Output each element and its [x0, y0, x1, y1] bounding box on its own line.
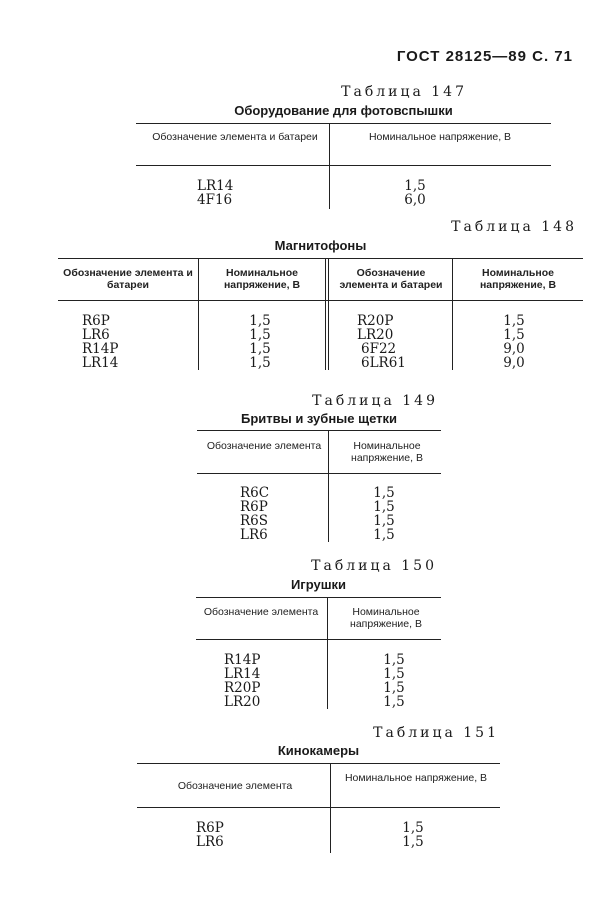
element-cell: LR14 — [197, 178, 234, 194]
element-cell: 4F16 — [197, 192, 233, 208]
table-149-elements — [240, 486, 269, 542]
table-147-head-divider — [329, 123, 330, 165]
voltage-cell: 1,5 — [373, 485, 395, 501]
voltage-cell: 1,5 — [383, 680, 405, 696]
table-148-col2-header: Номинальное напряжение, В — [223, 267, 301, 291]
voltage-cell: 9,0 — [503, 355, 525, 371]
table-149-title: Бритвы и зубные щетки — [240, 411, 398, 426]
element-cell: R6C — [240, 485, 270, 501]
table-151-col1-header: Обозначение элемента — [177, 780, 293, 792]
table-147-col2-header: Номинальное напряжение, В — [368, 131, 512, 143]
element-cell: R14P — [82, 341, 119, 357]
voltage-cell: 1,5 — [383, 694, 405, 710]
voltage-cell: 1,5 — [503, 327, 525, 343]
table-150-divider — [327, 597, 328, 709]
table-151-voltages — [393, 821, 433, 849]
page-header: ГОСТ 28125—89 С. 71 — [396, 48, 573, 65]
table-148-header-rule — [58, 300, 583, 301]
table-148-col4-header: Номинальное напряжение, В — [479, 267, 557, 291]
voltage-cell: 1,5 — [383, 666, 405, 682]
table-148-elements-left — [82, 314, 118, 370]
element-cell: LR20 — [224, 694, 261, 710]
voltage-cell: 1,5 — [373, 499, 395, 515]
voltage-cell: 1,5 — [249, 327, 271, 343]
table-149-col1-header: Обозначение элемента — [206, 440, 322, 452]
table-148-divider-2b — [328, 258, 329, 370]
table-150-col2-header: Номинальное напряжение, В — [350, 606, 422, 630]
element-cell: R6P — [196, 820, 224, 836]
table-148-divider-3 — [452, 258, 453, 370]
table-148-voltages-right — [494, 314, 534, 370]
element-cell: LR6 — [240, 527, 268, 543]
table-151-col2-header: Номинальное напряжение, В — [344, 772, 488, 784]
voltage-cell: 1,5 — [249, 355, 271, 371]
table-148-number: Таблица 148 — [451, 219, 577, 235]
table-150-col1-header: Обозначение элемента — [203, 606, 319, 618]
table-147-elements — [197, 179, 233, 207]
voltage-cell: 1,5 — [503, 313, 525, 329]
table-150-elements — [224, 653, 260, 709]
element-cell: 6F22 — [361, 341, 397, 357]
element-cell: R6S — [240, 513, 269, 529]
table-151-divider — [330, 763, 331, 853]
element-cell: LR6 — [82, 327, 110, 343]
table-148-voltages-left — [240, 314, 280, 370]
table-148-divider-2a — [325, 258, 326, 370]
table-148-col3-header: Обозначение элемента и батареи — [339, 267, 443, 291]
voltage-cell: 1,5 — [402, 834, 424, 850]
table-148-title: Магнитофоны — [274, 238, 367, 253]
voltage-cell: 1,5 — [404, 178, 426, 194]
table-149-voltages — [364, 486, 404, 542]
element-cell: LR6 — [196, 834, 224, 850]
table-151-header-rule — [137, 807, 500, 808]
table-148-divider-1 — [198, 258, 199, 370]
element-cell: 6LR61 — [361, 355, 406, 371]
table-147-title: Оборудование для фотовспышки — [234, 103, 453, 118]
voltage-cell: 1,5 — [373, 513, 395, 529]
table-148-top-rule — [58, 258, 583, 259]
table-151-top-rule — [137, 763, 500, 764]
table-150-header-rule — [196, 639, 441, 640]
table-148-elements-right — [357, 314, 406, 370]
table-147-top-rule — [136, 123, 551, 124]
table-147-header-rule — [136, 165, 551, 166]
table-149-number: Таблица 149 — [312, 393, 438, 409]
element-cell: R6P — [82, 313, 110, 329]
table-149-col2-header: Номинальное напряжение, В — [351, 440, 423, 464]
table-147-body-divider — [329, 165, 330, 209]
voltage-cell: 6,0 — [404, 192, 426, 208]
element-cell: R6P — [240, 499, 268, 515]
element-cell: LR20 — [357, 327, 394, 343]
voltage-cell: 1,5 — [383, 652, 405, 668]
voltage-cell: 9,0 — [503, 341, 525, 357]
table-151-number: Таблица 151 — [373, 725, 499, 741]
table-147-col1-header: Обозначение элемента и батареи — [152, 131, 318, 143]
element-cell: R20P — [357, 313, 394, 329]
element-cell: R20P — [224, 680, 261, 696]
table-147-number: Таблица 147 — [341, 84, 467, 100]
table-148-col1-header: Обозначение элемента и батареи — [63, 267, 193, 291]
table-147-voltages — [395, 179, 435, 207]
table-149-divider — [328, 430, 329, 542]
table-150-title: Игрушки — [290, 577, 347, 592]
table-149-header-rule — [197, 473, 441, 474]
voltage-cell: 1,5 — [402, 820, 424, 836]
element-cell: LR14 — [224, 666, 261, 682]
voltage-cell: 1,5 — [249, 313, 271, 329]
table-150-number: Таблица 150 — [311, 558, 437, 574]
element-cell: R14P — [224, 652, 261, 668]
voltage-cell: 1,5 — [373, 527, 395, 543]
table-149-top-rule — [197, 430, 441, 431]
element-cell: LR14 — [82, 355, 119, 371]
table-150-top-rule — [196, 597, 441, 598]
table-150-voltages — [374, 653, 414, 709]
table-151-elements — [196, 821, 224, 849]
voltage-cell: 1,5 — [249, 341, 271, 357]
table-151-title: Кинокамеры — [277, 743, 360, 758]
